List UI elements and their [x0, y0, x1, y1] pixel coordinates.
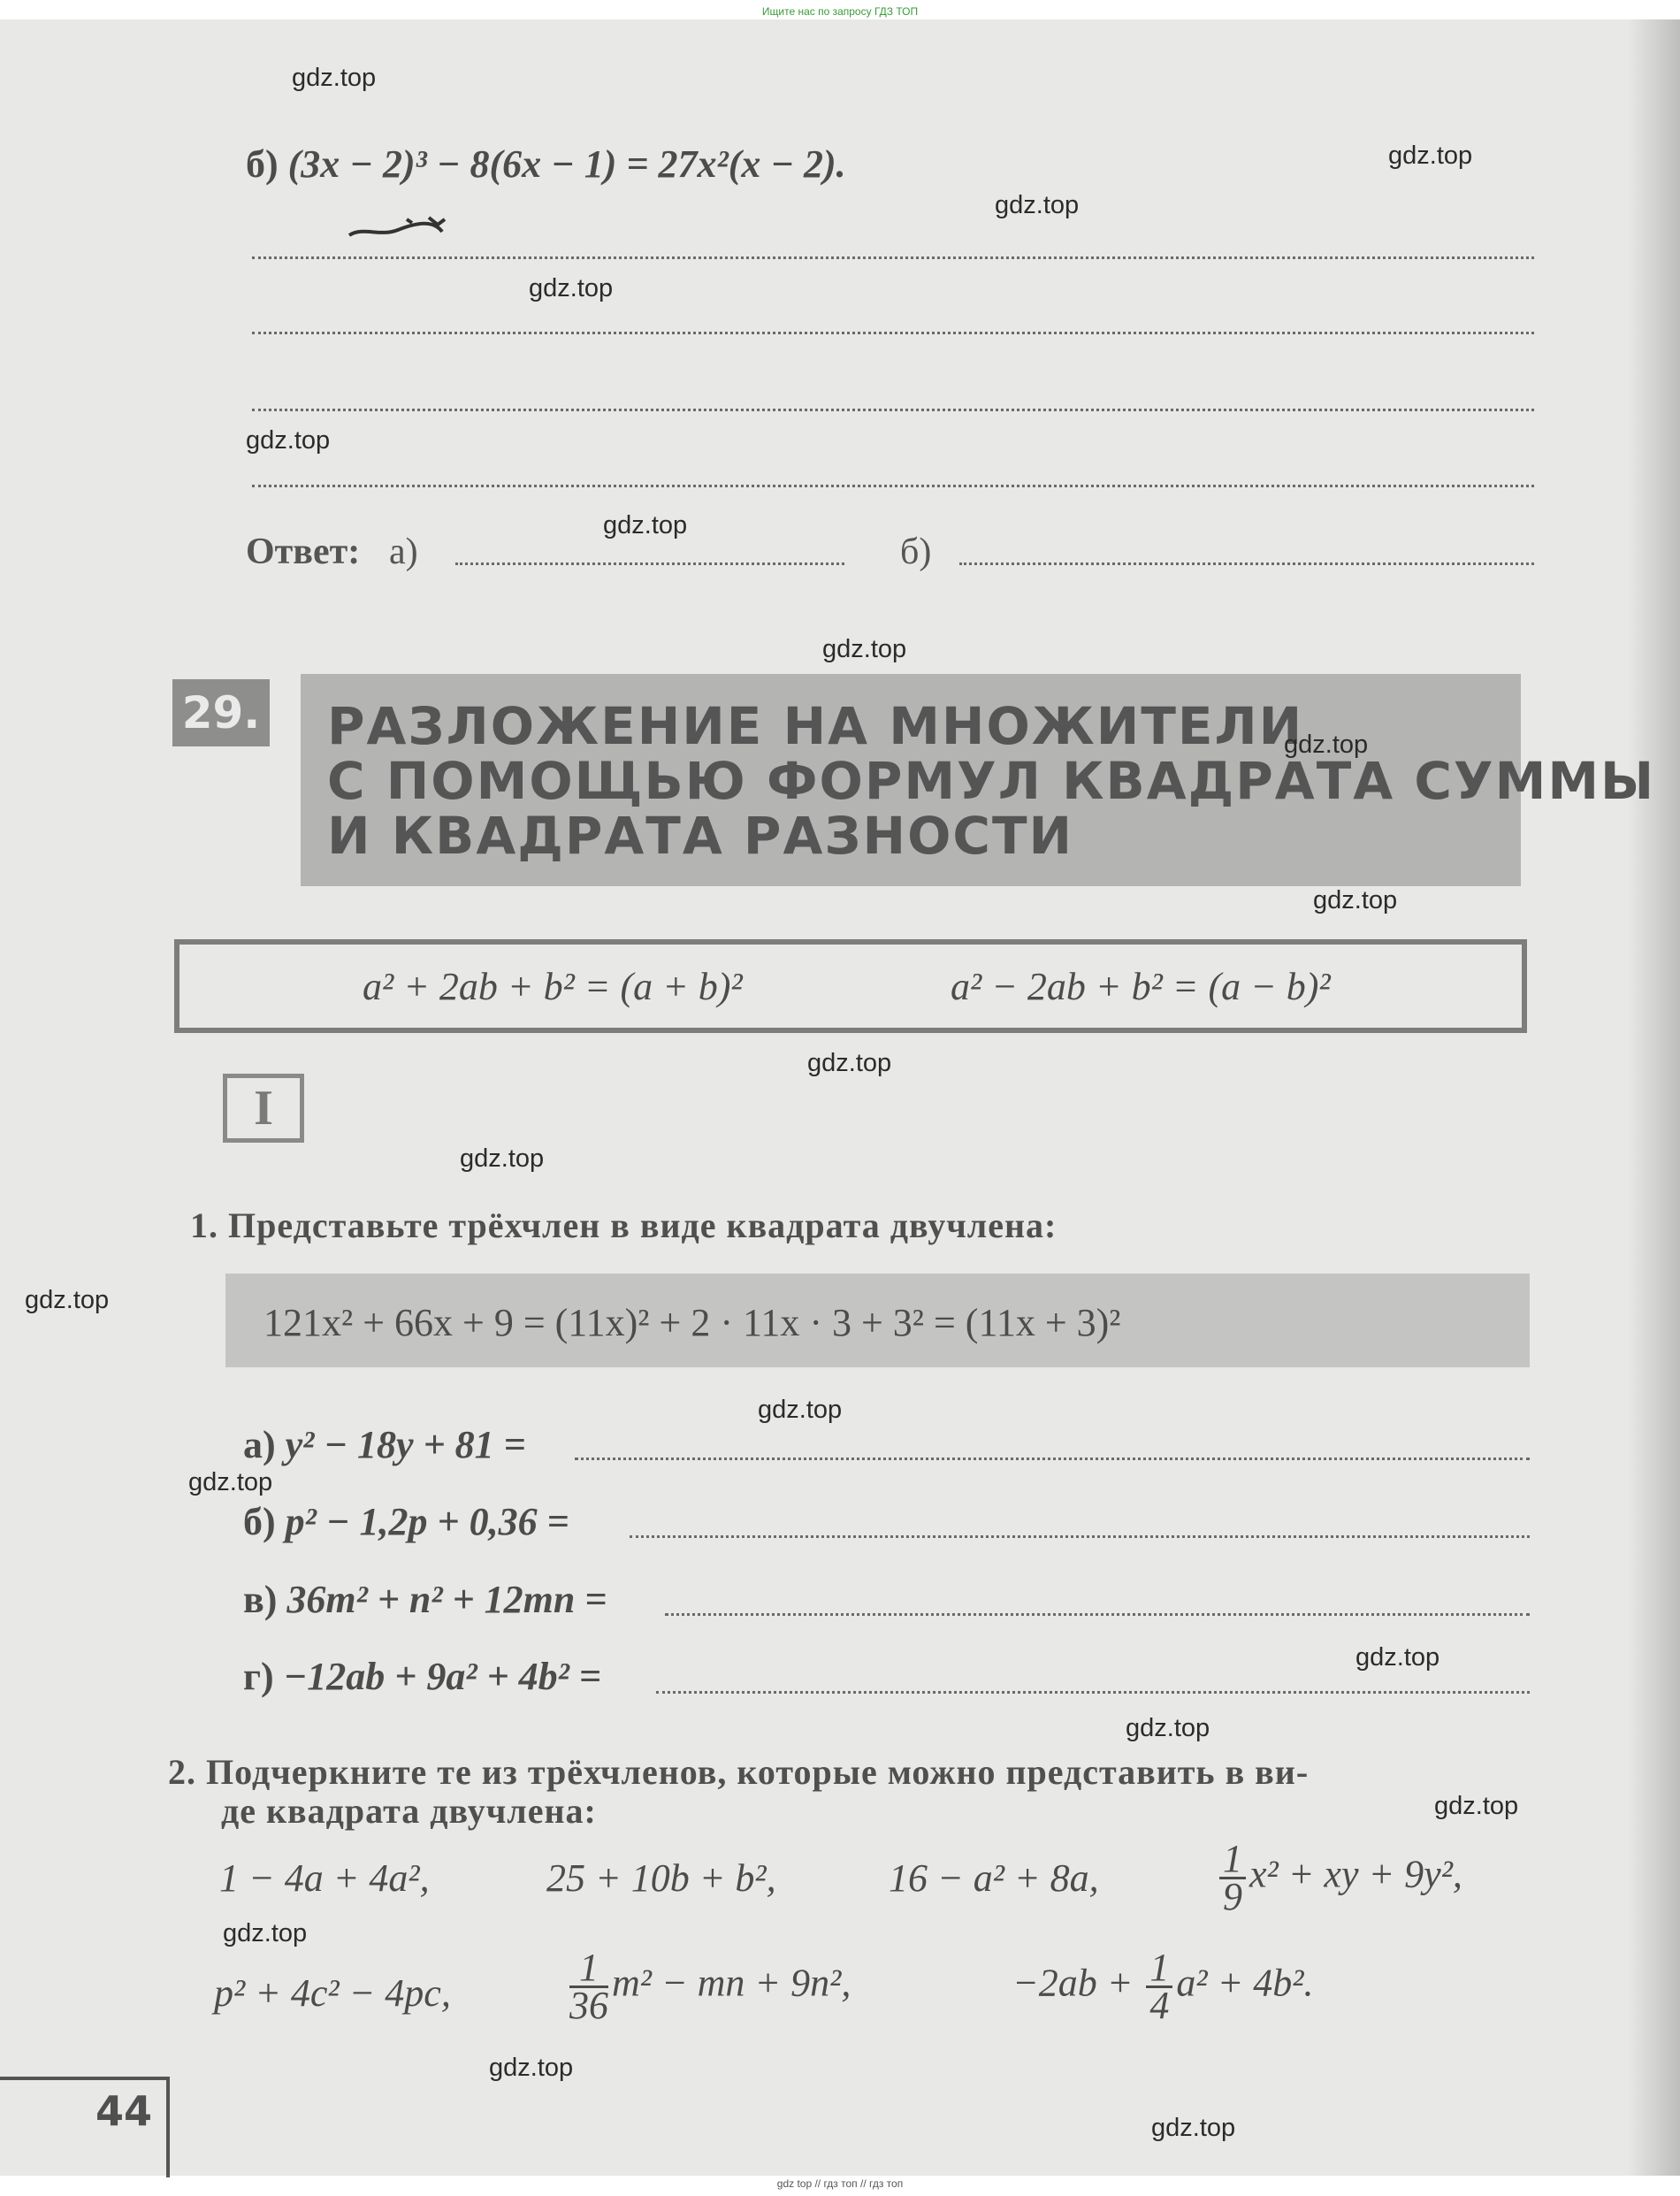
watermark: gdz.top [1284, 731, 1369, 759]
fraction-numerator: 1 [569, 1950, 608, 1988]
fraction-numerator: 1 [1146, 1950, 1172, 1988]
watermark: gdz.top [188, 1468, 273, 1496]
header-note[interactable]: Ищите нас по запросу ГДЗ ТОП [761, 5, 919, 18]
section-title [327, 696, 1656, 866]
item-expr: y² − 18y + 81 = [285, 1423, 526, 1466]
watermark: gdz.top [995, 191, 1080, 219]
watermark: gdz.top [1434, 1792, 1519, 1820]
answer-b-label: б) [900, 532, 932, 572]
watermark: gdz.top [1355, 1643, 1440, 1672]
section-title-line1: РАЗЛОЖЕНИЕ НА МНОЖИТЕЛИ [327, 696, 1304, 756]
watermark: gdz.top [603, 511, 688, 539]
item-expr: −12ab + 9a² + 4b² = [283, 1655, 601, 1698]
fraction [1219, 1837, 1246, 1918]
footer-note[interactable]: gdz top // гдз топ // гдз топ [776, 2177, 904, 2190]
fraction [1146, 1946, 1172, 2027]
trinomial[interactable]: p² + 4c² − 4pc, [214, 1971, 451, 2015]
watermark: gdz.top [489, 2054, 574, 2082]
watermark: gdz.top [822, 635, 907, 663]
watermark: gdz.top [807, 1049, 892, 1077]
item-label: а) [243, 1423, 276, 1466]
answer-b-line [959, 562, 1534, 565]
trinomial[interactable]: 16 − a² + 8a, [889, 1856, 1099, 1900]
answer-line [252, 256, 1534, 259]
item-expr: 36m² + n² + 12mn = [286, 1578, 607, 1621]
page-spine-shadow [1627, 19, 1680, 2176]
watermark: gdz.top [1313, 886, 1398, 914]
task2-text-line2: де квадрата двучлена: [221, 1791, 597, 1831]
level-badge: I [223, 1074, 304, 1143]
answer-line [665, 1613, 1530, 1616]
task2-heading [168, 1751, 1309, 1793]
watermark: gdz.top [25, 1286, 110, 1314]
trinomial-pre: −2ab + [1012, 1961, 1134, 2005]
task1-heading [190, 1205, 1057, 1246]
fraction-denominator: 4 [1149, 1984, 1170, 2027]
diff-square-formula: a² − 2ab + b² = (a − b)² [951, 965, 1331, 1008]
watermark: gdz.top [223, 1919, 308, 1947]
item-label: б) [243, 1500, 276, 1543]
trinomial[interactable]: 1 − 4a + 4a², [219, 1856, 430, 1900]
task1-item-a [243, 1422, 526, 1467]
task1-example: 121x² + 66x + 9 = (11x)² + 2 · 11x · 3 + 3² = (11x + 3)² [263, 1301, 1121, 1344]
section-title-line3: И КВАДРАТА РАЗНОСТИ [327, 806, 1074, 866]
watermark: gdz.top [758, 1396, 843, 1424]
task1-item-b [243, 1499, 569, 1544]
answer-line [252, 485, 1534, 487]
watermark: gdz.top [1126, 1714, 1210, 1742]
answer-a-line [455, 562, 844, 565]
trinomial[interactable]: 25 + 10b + b², [546, 1856, 776, 1900]
fraction-denominator: 9 [1223, 1875, 1242, 1918]
answer-label: Ответ: [246, 532, 361, 572]
section-number: 29. [172, 679, 270, 746]
task1-text: Представьте трёхчлен в виде квадрата двучлена: [228, 1205, 1058, 1245]
item-expr: p² − 1,2p + 0,36 = [285, 1500, 569, 1543]
trinomial-rest: a² + 4b². [1176, 1961, 1314, 2005]
trinomial[interactable] [566, 1946, 851, 2027]
item-label: г) [243, 1655, 274, 1698]
trinomial-rest: m² − mn + 9n², [612, 1961, 851, 2005]
trinomial[interactable] [1216, 1837, 1462, 1918]
watermark: gdz.top [1151, 2114, 1236, 2142]
watermark: gdz.top [246, 426, 331, 455]
task1-item-g [243, 1654, 601, 1699]
answer-line [252, 409, 1534, 411]
watermark: gdz.top [1388, 142, 1473, 170]
sum-square-formula: a² + 2ab + b² = (a + b)² [363, 965, 743, 1008]
watermark: gdz.top [529, 274, 614, 302]
prev-task-equation: (3x − 2)³ − 8(6x − 1) = 27x²(x − 2). [287, 142, 846, 186]
answer-line [252, 332, 1534, 334]
fraction [569, 1946, 608, 2027]
fraction-denominator: 36 [569, 1984, 608, 2027]
item-label: в) [243, 1578, 278, 1621]
task2-text-line1: Подчеркните те из трёхчленов, которые можно представить в ви- [206, 1752, 1310, 1792]
task1-item-v [243, 1577, 607, 1622]
trinomial-rest: x² + xy + 9y², [1249, 1852, 1462, 1896]
prev-task-b [246, 142, 846, 187]
trinomial[interactable] [1012, 1946, 1314, 2027]
page-number: 44 [95, 2087, 153, 2135]
handwritten-scribble [345, 210, 477, 242]
prev-task-label: б) [246, 142, 279, 186]
answer-line [575, 1458, 1530, 1460]
task1-number: 1. [190, 1205, 218, 1245]
section-title-line2: С ПОМОЩЬЮ ФОРМУЛ КВАДРАТА СУММЫ [327, 751, 1656, 811]
task2-number: 2. [168, 1752, 196, 1792]
watermark: gdz.top [292, 64, 377, 92]
watermark: gdz.top [460, 1144, 545, 1173]
answer-line [630, 1535, 1530, 1538]
answer-a-label: а) [389, 532, 418, 572]
answer-line [656, 1691, 1530, 1694]
fraction-numerator: 1 [1219, 1841, 1246, 1879]
